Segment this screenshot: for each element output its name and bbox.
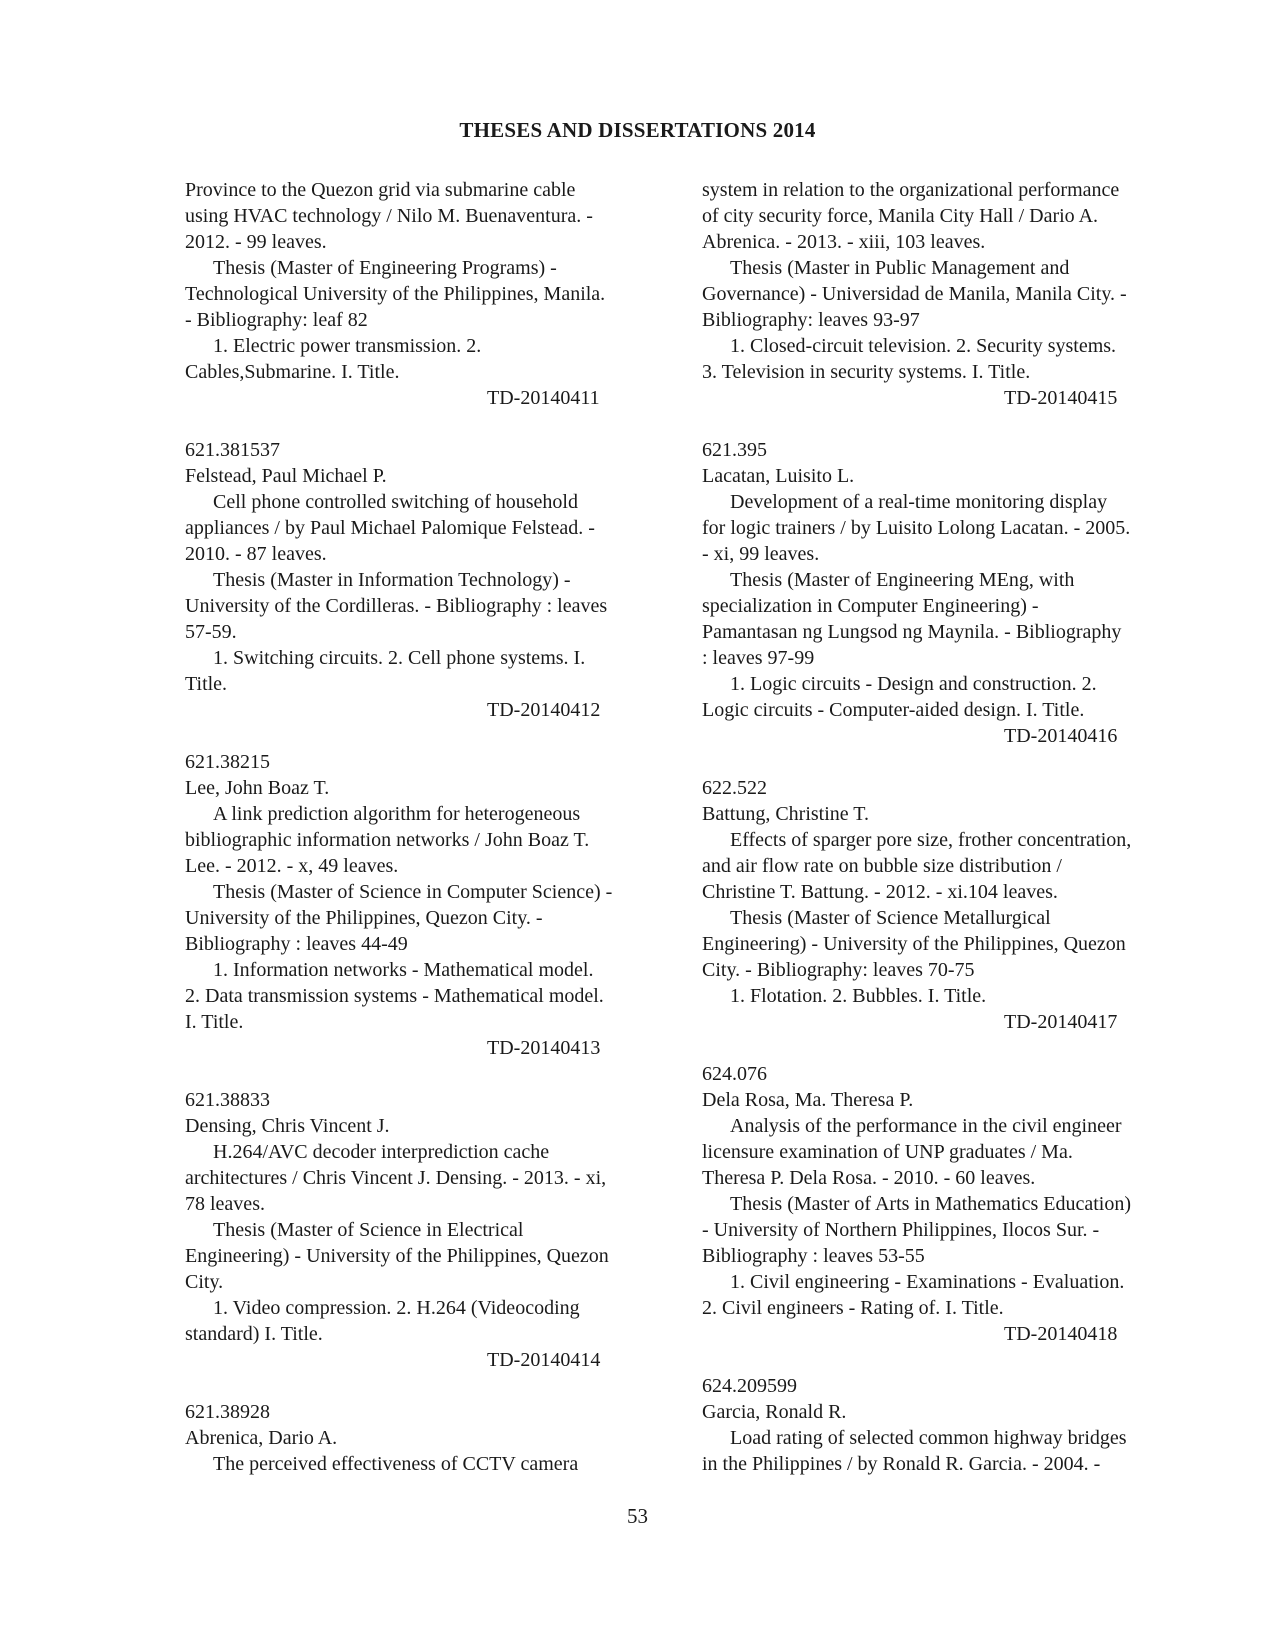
entry-spacer bbox=[185, 1061, 665, 1087]
entry-line: Dela Rosa, Ma. Theresa P. bbox=[702, 1089, 914, 1111]
entry-line-indented: 1. Electric power transmission. 2. bbox=[213, 335, 482, 357]
entry-line-indented: Effects of sparger pore size, frother concentration, bbox=[730, 829, 1132, 851]
entry-line-indented: The perceived effectiveness of CCTV camera bbox=[213, 1453, 579, 1475]
accession-number: TD-20140417 bbox=[1004, 1011, 1118, 1033]
entry-line: Pamantasan ng Lungsod ng Maynila. - Bibliography bbox=[702, 621, 1122, 643]
left-column bbox=[185, 177, 665, 1477]
entry-line: standard) I. Title. bbox=[185, 1323, 323, 1345]
accession-number: TD-20140413 bbox=[487, 1037, 601, 1059]
accession-number: TD-20140412 bbox=[487, 699, 601, 721]
entry-line: Bibliography: leaves 93-97 bbox=[702, 309, 920, 331]
entry-line: - University of Northern Philippines, Ilocos Sur. - bbox=[702, 1219, 1100, 1241]
entry-line: 2. Data transmission systems - Mathematical model. bbox=[185, 985, 604, 1007]
entry-line: system in relation to the organizational performance bbox=[702, 179, 1120, 201]
entry-line-indented: 1. Closed-circuit television. 2. Security systems. bbox=[730, 335, 1117, 357]
entry-line-indented: Development of a real-time monitoring display bbox=[730, 491, 1108, 513]
entry-line: City. bbox=[185, 1271, 224, 1293]
entry-line: Abrenica. - 2013. - xiii, 103 leaves. bbox=[702, 231, 986, 253]
entry-line: Battung, Christine T. bbox=[702, 803, 870, 825]
entry-line-indented: Thesis (Master of Science Metallurgical bbox=[730, 907, 1051, 929]
entry-line: Cables,Submarine. I. Title. bbox=[185, 361, 400, 383]
entry-line: using HVAC technology / Nilo M. Buenaventura. - bbox=[185, 205, 593, 227]
entry-line: 621.395 bbox=[702, 439, 767, 461]
entry-line: architectures / Chris Vincent J. Densing. - 2013. - xi, bbox=[185, 1167, 607, 1189]
entry-line-indented: Thesis (Master of Engineering MEng, with bbox=[730, 569, 1075, 591]
entry-line: 78 leaves. bbox=[185, 1193, 265, 1215]
entry-line-indented: Thesis (Master in Public Management and bbox=[730, 257, 1070, 279]
entry-line: - Bibliography: leaf 82 bbox=[185, 309, 368, 331]
entry-line-indented: 1. Civil engineering - Examinations - Evaluation. bbox=[730, 1271, 1125, 1293]
entry-line: 621.38215 bbox=[185, 751, 270, 773]
entry-line: Bibliography : leaves 44-49 bbox=[185, 933, 408, 955]
entry-line: Province to the Quezon grid via submarine cable bbox=[185, 179, 576, 201]
entry-line: 2. Civil engineers - Rating of. I. Title. bbox=[702, 1297, 1004, 1319]
entry-line: 622.522 bbox=[702, 777, 767, 799]
entry-line: Technological University of the Philippines, Manila. bbox=[185, 283, 606, 305]
right-column bbox=[702, 177, 1182, 1477]
entry-line-indented: Cell phone controlled switching of household bbox=[213, 491, 578, 513]
entry-line: Bibliography : leaves 53-55 bbox=[702, 1245, 925, 1267]
entry-line-indented: Analysis of the performance in the civil engineer bbox=[730, 1115, 1122, 1137]
entry-line: Lee. - 2012. - x, 49 leaves. bbox=[185, 855, 399, 877]
entry-line-indented: Thesis (Master of Science in Electrical bbox=[213, 1219, 524, 1241]
entry-line: Abrenica, Dario A. bbox=[185, 1427, 338, 1449]
entry-line-indented: 1. Switching circuits. 2. Cell phone systems. I. bbox=[213, 647, 586, 669]
accession-number: TD-20140411 bbox=[487, 387, 600, 409]
entry-line: University of the Philippines, Quezon City. - bbox=[185, 907, 543, 929]
entry-spacer bbox=[702, 749, 1182, 775]
entry-line: Title. bbox=[185, 673, 228, 695]
entry-line: for logic trainers / by Luisito Lolong Lacatan. - 2005. bbox=[702, 517, 1131, 539]
entry-line: 621.38928 bbox=[185, 1401, 270, 1423]
entry-spacer bbox=[702, 1347, 1182, 1373]
entry-line-indented: 1. Flotation. 2. Bubbles. I. Title. bbox=[730, 985, 987, 1007]
entry-line: Engineering) - University of the Philippines, Quezon bbox=[185, 1245, 609, 1267]
entry-spacer bbox=[702, 1035, 1182, 1061]
entry-line: Christine T. Battung. - 2012. - xi.104 leaves. bbox=[702, 881, 1058, 903]
entry-line: Garcia, Ronald R. bbox=[702, 1401, 847, 1423]
entry-line: Densing, Chris Vincent J. bbox=[185, 1115, 390, 1137]
entry-line: City. - Bibliography: leaves 70-75 bbox=[702, 959, 975, 981]
entry-line-indented: Thesis (Master of Science in Computer Science) - bbox=[213, 881, 613, 903]
accession-number: TD-20140418 bbox=[1004, 1323, 1118, 1345]
entry-line: Felstead, Paul Michael P. bbox=[185, 465, 387, 487]
entry-line: licensure examination of UNP graduates / Ma. bbox=[702, 1141, 1073, 1163]
accession-number: TD-20140414 bbox=[487, 1349, 601, 1371]
entry-line: in the Philippines / by Ronald R. Garcia. - 2004. - bbox=[702, 1453, 1101, 1475]
entry-line: 2012. - 99 leaves. bbox=[185, 231, 327, 253]
entry-line-indented: Thesis (Master in Information Technology) - bbox=[213, 569, 571, 591]
entry-line-indented: 1. Information networks - Mathematical model. bbox=[213, 959, 594, 981]
entry-spacer bbox=[702, 411, 1182, 437]
entry-line: 621.38833 bbox=[185, 1089, 270, 1111]
entry-line: of city security force, Manila City Hall / Dario A. bbox=[702, 205, 1099, 227]
accession-number: TD-20140415 bbox=[1004, 387, 1118, 409]
entry-spacer bbox=[185, 723, 665, 749]
page-number: 53 bbox=[627, 1504, 648, 1528]
entry-line: Logic circuits - Computer-aided design. I. Title. bbox=[702, 699, 1085, 721]
entry-line: Theresa P. Dela Rosa. - 2010. - 60 leaves. bbox=[702, 1167, 1036, 1189]
accession-number: TD-20140416 bbox=[1004, 725, 1118, 747]
entry-line: Governance) - Universidad de Manila, Manila City. - bbox=[702, 283, 1127, 305]
entry-line-indented: Thesis (Master of Arts in Mathematics Education) bbox=[730, 1193, 1132, 1215]
entry-line: Engineering) - University of the Philippines, Quezon bbox=[702, 933, 1126, 955]
entry-line: Lee, John Boaz T. bbox=[185, 777, 330, 799]
entry-line: and air flow rate on bubble size distribution / bbox=[702, 855, 1062, 877]
entry-line: appliances / by Paul Michael Palomique Felstead. - bbox=[185, 517, 595, 539]
entry-line-indented: A link prediction algorithm for heterogeneous bbox=[213, 803, 581, 825]
entry-line: Lacatan, Luisito L. bbox=[702, 465, 855, 487]
entry-line-indented: H.264/AVC decoder interprediction cache bbox=[213, 1141, 550, 1163]
entry-spacer bbox=[185, 411, 665, 437]
entry-line: 624.076 bbox=[702, 1063, 767, 1085]
entry-line: 621.381537 bbox=[185, 439, 280, 461]
entry-spacer bbox=[185, 1373, 665, 1399]
entry-line-indented: 1. Video compression. 2. H.264 (Videocoding bbox=[213, 1297, 580, 1319]
entry-line: I. Title. bbox=[185, 1011, 244, 1033]
entry-line: bibliographic information networks / John Boaz T. bbox=[185, 829, 590, 851]
entry-line: specialization in Computer Engineering) - bbox=[702, 595, 1039, 617]
entry-line-indented: 1. Logic circuits - Design and construction. 2. bbox=[730, 673, 1097, 695]
entry-line: 624.209599 bbox=[702, 1375, 797, 1397]
entry-line: University of the Cordilleras. - Bibliography : leaves bbox=[185, 595, 608, 617]
entry-line: : leaves 97-99 bbox=[702, 647, 815, 669]
entry-line: 3. Television in security systems. I. Title. bbox=[702, 361, 1031, 383]
entry-line-indented: Thesis (Master of Engineering Programs) - bbox=[213, 257, 557, 279]
entry-line: - xi, 99 leaves. bbox=[702, 543, 820, 565]
entry-line: 2010. - 87 leaves. bbox=[185, 543, 327, 565]
page-title: THESES AND DISSERTATIONS 2014 bbox=[459, 118, 816, 142]
entry-line-indented: Load rating of selected common highway bridges bbox=[730, 1427, 1127, 1449]
entry-line: 57-59. bbox=[185, 621, 237, 643]
